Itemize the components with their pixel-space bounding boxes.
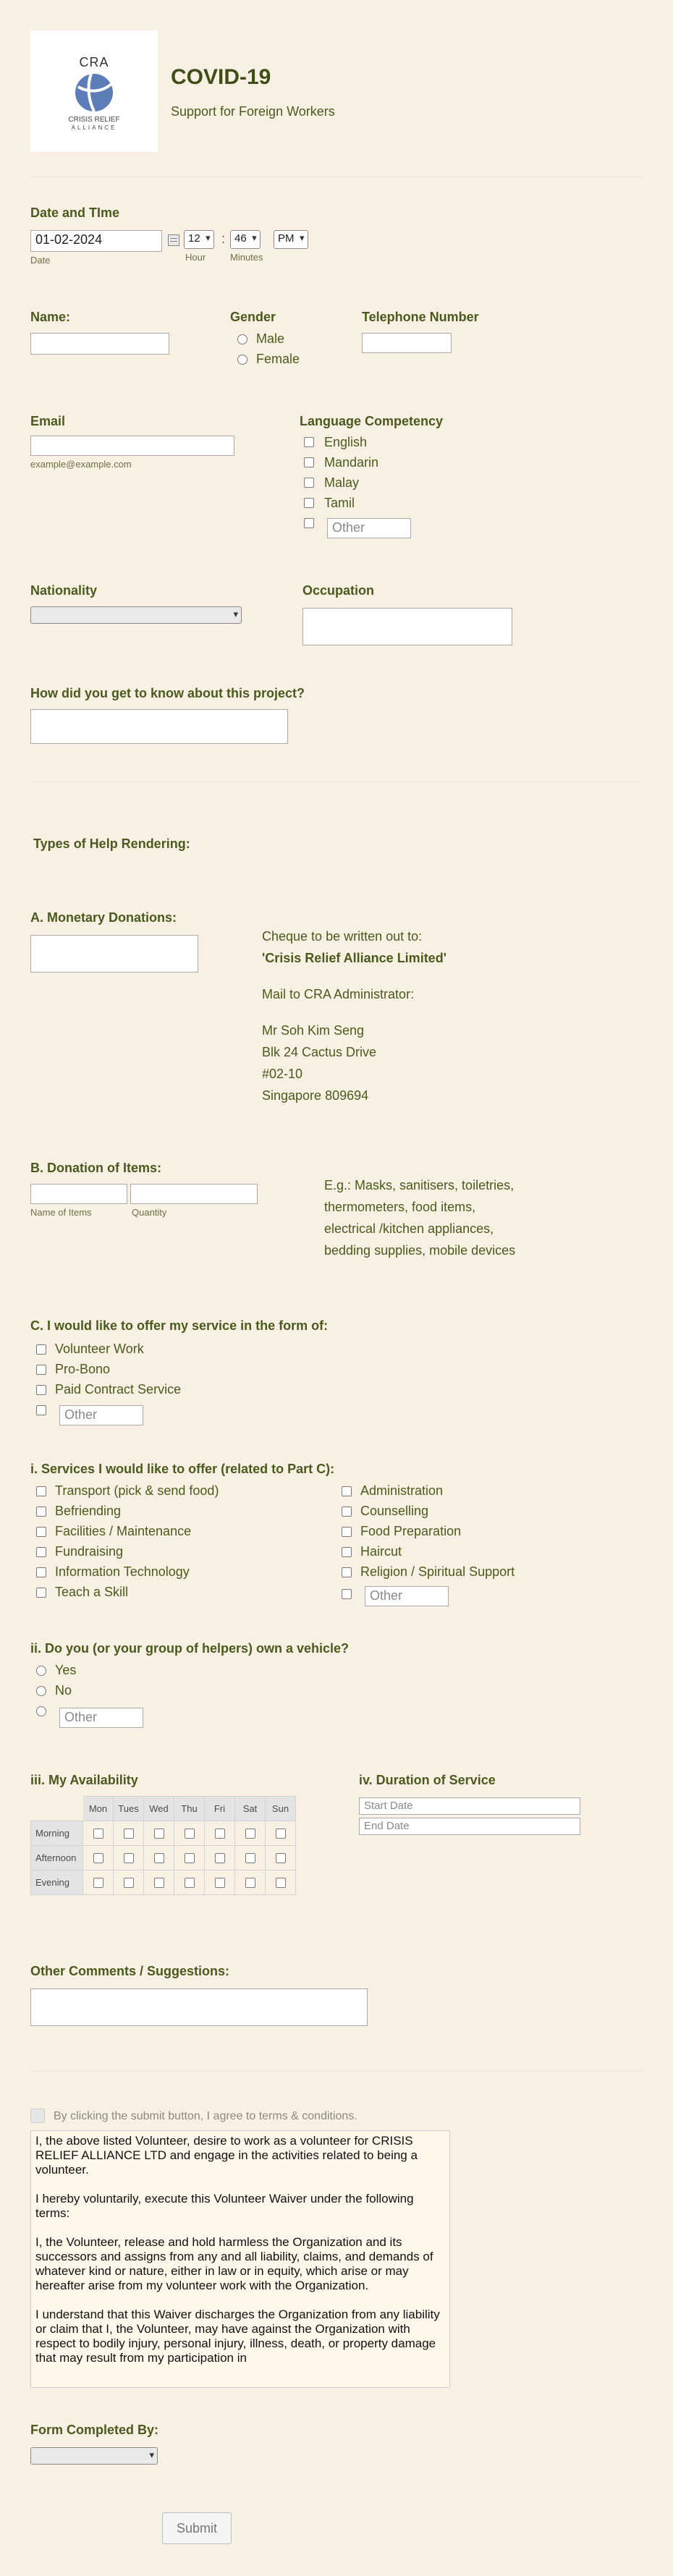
service-it-checkbox[interactable] [36,1567,46,1577]
service-food-checkbox[interactable] [342,1527,352,1537]
services-option: Teach a Skill [55,1585,129,1599]
service-form-option: Paid Contract Service [55,1382,182,1397]
duration-label: iv. Duration of Service [359,1773,496,1787]
availability-checkbox[interactable] [93,1878,103,1888]
vehicle-other-radio[interactable] [36,1706,46,1716]
service-form-option: Volunteer Work [55,1342,144,1356]
time-colon: : [221,232,226,246]
period-label: Evening [31,1870,83,1895]
start-date-input[interactable]: Start Date [359,1797,580,1815]
logo [30,30,158,152]
services-option: Administration [360,1483,444,1498]
service-counselling-checkbox[interactable] [342,1507,352,1517]
gender-option: Female [256,352,300,366]
end-date-input[interactable]: End Date [359,1818,580,1835]
item-name-caption: Name of Items [30,1207,92,1218]
datetime-label: Date and TIme [30,206,120,220]
service-transport-checkbox[interactable] [36,1486,46,1496]
language-english-checkbox[interactable] [304,437,314,447]
page-title: COVID-19 [171,65,271,89]
service-other-checkbox[interactable] [36,1405,46,1415]
items-example-1: E.g.: Masks, sanitisers, toiletries, [324,1178,515,1192]
service-paid-checkbox[interactable] [36,1385,46,1395]
terms-agree-label: By clicking the submit button, I agree to terms & conditions. [54,2110,357,2122]
gender-female-radio[interactable] [237,355,247,365]
day-header: Thu [174,1797,205,1821]
items-example-3: electrical /kitchen appliances, [324,1221,494,1236]
logo-text: CRA [79,55,109,69]
table-row [31,1870,296,1895]
service-religion-checkbox[interactable] [342,1567,352,1577]
availability-checkbox[interactable] [276,1878,286,1888]
services-option: Information Technology [55,1564,190,1579]
table-row [31,1797,296,1821]
language-option: Mandarin [324,455,379,470]
monetary-line2: 'Crisis Relief Alliance Limited' [262,951,446,965]
availability-checkbox[interactable] [245,1853,255,1863]
waiver-paragraph: I, the Volunteer, release and hold harmless the Organization and its successors and assigns from any and all liability, claims, and demands of whatever kind or nature, either in law or in equity, which arise or may hereafter arise from my volunteer work with the Organization. [35,2235,433,2292]
gender-option: Male [256,331,285,346]
minute-caption: Minutes [230,252,263,263]
availability-checkbox[interactable] [276,1853,286,1863]
service-volunteer-checkbox[interactable] [36,1344,46,1355]
ampm-select[interactable]: PM ▾ [274,230,308,249]
table-row [31,1821,296,1846]
service-probono-checkbox[interactable] [36,1365,46,1375]
date-caption: Date [30,255,51,266]
vehicle-option: No [55,1683,72,1698]
services-option: Religion / Spiritual Support [360,1564,515,1579]
services-option: Befriending [55,1504,122,1518]
availability-checkbox[interactable] [185,1878,195,1888]
date-input[interactable]: 01-02-2024 [30,230,162,252]
language-other-input[interactable]: Other [327,518,411,538]
items-example-4: bedding supplies, mobile devices [324,1243,516,1258]
vehicle-yes-radio[interactable] [36,1666,46,1676]
service-admin-checkbox[interactable] [342,1486,352,1496]
services-option: Haircut [360,1544,402,1559]
monetary-label: A. Monetary Donations: [30,910,177,925]
language-option: Malay [324,475,360,490]
monetary-line1: Cheque to be written out to: [262,929,423,944]
comments-label: Other Comments / Suggestions: [30,1964,230,1978]
divider [30,2071,643,2072]
items-example-2: thermometers, food items, [324,1200,476,1214]
services-option: Transport (pick & send food) [55,1483,219,1498]
source-input[interactable] [30,709,288,744]
waiver-paragraph: I understand that this Waiver discharges the Organization from any liability or claim that I, the Volunteer, may have against the Organization with respect to bodily injury, personal injury, illness, death, or property damage that may result from my participation in [35,2308,440,2365]
monetary-addr3: #02-10 [262,1067,303,1081]
service-befriending-checkbox[interactable] [36,1507,46,1517]
language-tamil-checkbox[interactable] [304,498,314,508]
availability-checkbox[interactable] [93,1853,103,1863]
language-option: English [324,435,368,449]
service-facilities-checkbox[interactable] [36,1527,46,1537]
availability-checkbox[interactable] [215,1878,225,1888]
day-header: Wed [144,1797,174,1821]
vehicle-label: ii. Do you (or your group of helpers) own a vehicle? [30,1641,350,1656]
logo-sub-1: CRISIS RELIEF [68,116,120,124]
table-row [31,1846,296,1870]
day-header: Sat [235,1797,266,1821]
telephone-label: Telephone Number [362,310,479,324]
monetary-addr1: Mr Soh Kim Seng [262,1023,365,1038]
waiver-paragraph: I hereby voluntarily, execute this Volunteer Waiver under the following terms: [35,2192,414,2220]
item-name-input[interactable] [30,1184,127,1204]
minute-select[interactable]: 46 ▾ [230,230,261,249]
language-malay-checkbox[interactable] [304,478,314,488]
nationality-select[interactable] [30,606,242,624]
availability-checkbox[interactable] [154,1853,164,1863]
availability-checkbox[interactable] [154,1878,164,1888]
email-label: Email [30,414,66,428]
calendar-icon[interactable] [168,234,179,246]
monetary-line3: Mail to CRA Administrator: [262,987,415,1001]
availability-table [30,1796,296,1895]
day-header: Sun [266,1797,296,1821]
telephone-input[interactable] [362,333,452,353]
page-subtitle: Support for Foreign Workers [171,104,335,119]
period-label: Morning [31,1821,83,1846]
day-header: Mon [83,1797,114,1821]
gender-male-radio[interactable] [237,334,247,344]
hour-select[interactable]: 12 ▾ [184,230,214,249]
language-other-checkbox[interactable] [304,518,314,528]
divider [30,781,643,782]
period-label: Afternoon [31,1846,83,1870]
email-hint: example@example.com [30,459,132,470]
name-input[interactable] [30,333,169,355]
source-label: How did you get to know about this project? [30,686,305,700]
services-other-checkbox[interactable] [342,1589,352,1599]
availability-checkbox[interactable] [215,1829,225,1839]
language-option: Tamil [324,496,355,510]
monetary-input[interactable] [30,935,198,973]
comments-input[interactable] [30,1988,368,2026]
availability-checkbox[interactable] [124,1853,134,1863]
waiver-textbox[interactable] [30,2130,450,2388]
service-form-option: Pro-Bono [55,1362,111,1376]
services-option: Fundraising [55,1544,124,1559]
help-heading: Types of Help Rendering: [33,836,190,851]
item-quantity-caption: Quantity [132,1207,167,1218]
vehicle-option: Yes [55,1663,77,1677]
availability-checkbox[interactable] [185,1853,195,1863]
availability-checkbox[interactable] [215,1853,225,1863]
waiver-paragraph: I, the above listed Volunteer, desire to work as a volunteer for CRISIS RELIEF ALLIANCE LTD and engage in the activities related to being a volunteer. [35,2134,418,2177]
terms-checkbox[interactable] [30,2109,45,2123]
nationality-label: Nationality [30,583,98,598]
service-other-input[interactable]: Other [59,1405,143,1425]
logo-sub-2: ALLIANCE [71,124,117,131]
globe-icon [72,71,116,113]
day-header: Tues [114,1797,144,1821]
services-other-input[interactable]: Other [365,1586,449,1606]
hour-caption: Hour [185,252,206,263]
availability-checkbox[interactable] [154,1829,164,1839]
completed-by-label: Form Completed By: [30,2423,159,2437]
occupation-label: Occupation [302,583,375,598]
availability-checkbox[interactable] [276,1829,286,1839]
name-label: Name: [30,310,71,324]
availability-checkbox[interactable] [245,1878,255,1888]
language-mandarin-checkbox[interactable] [304,457,314,467]
service-haircut-checkbox[interactable] [342,1547,352,1557]
completed-by-select[interactable] [30,2447,158,2465]
vehicle-no-radio[interactable] [36,1686,46,1696]
service-fundraising-checkbox[interactable] [36,1547,46,1557]
submit-button[interactable]: Submit [162,2512,232,2544]
occupation-input[interactable] [302,608,512,645]
availability-checkbox[interactable] [93,1829,103,1839]
availability-checkbox[interactable] [245,1829,255,1839]
vehicle-other-input[interactable]: Other [59,1708,143,1728]
items-label: B. Donation of Items: [30,1161,161,1175]
availability-checkbox[interactable] [185,1829,195,1839]
monetary-addr2: Blk 24 Cactus Drive [262,1045,377,1059]
availability-label: iii. My Availability [30,1773,138,1787]
table-corner [31,1797,83,1821]
item-quantity-input[interactable] [130,1184,258,1204]
services-option: Food Preparation [360,1524,462,1538]
services-option: Facilities / Maintenance [55,1524,192,1538]
day-header: Fri [205,1797,235,1821]
gender-label: Gender [230,310,276,324]
services-option: Counselling [360,1504,429,1518]
service-teach-checkbox[interactable] [36,1588,46,1598]
monetary-addr4: Singapore 809694 [262,1088,369,1103]
services-label: i. Services I would like to offer (related to Part C): [30,1462,335,1476]
language-label: Language Competency [300,414,444,428]
availability-checkbox[interactable] [124,1829,134,1839]
availability-checkbox[interactable] [124,1878,134,1888]
email-input[interactable] [30,436,234,456]
service-form-label: C. I would like to offer my service in the form of: [30,1318,329,1333]
